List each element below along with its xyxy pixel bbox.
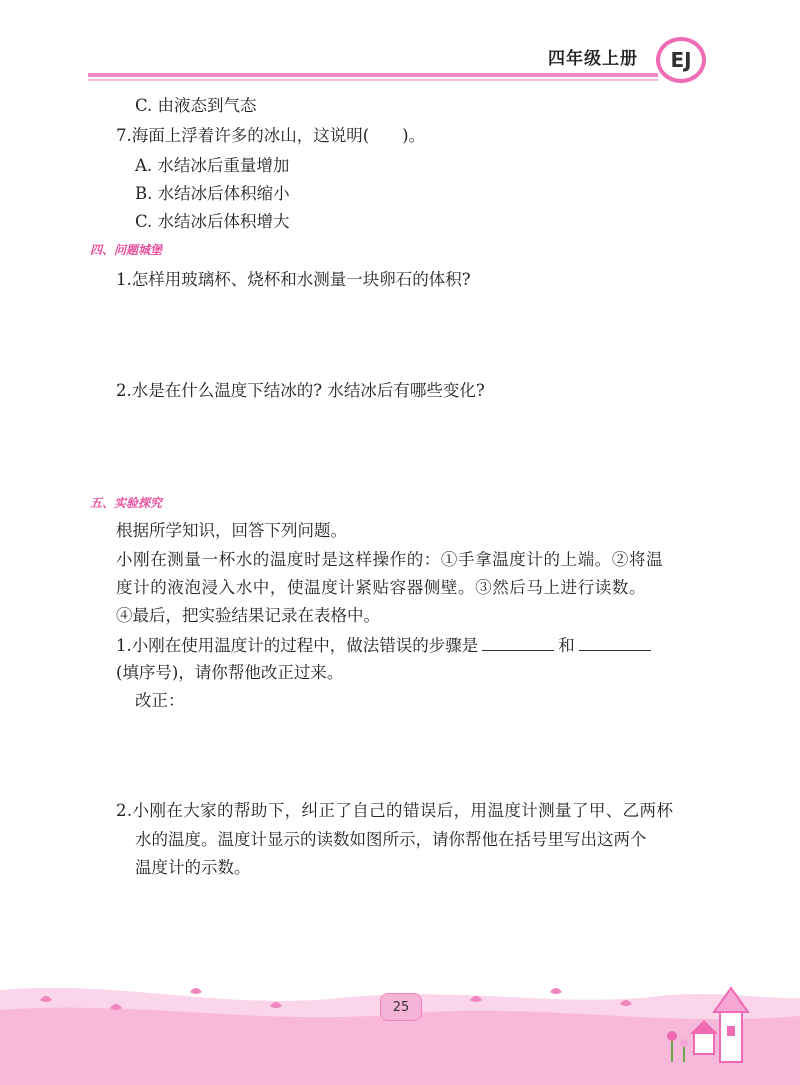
section4-q2: 2.水是在什么温度下结冰的? 水结冰后有哪些变化? (116, 381, 485, 400)
q7-option-b: B. 水结冰后体积缩小 (135, 184, 290, 203)
page-number: 25 (380, 993, 422, 1021)
section5-q1-line1 (116, 634, 655, 657)
answer-blank-2[interactable] (579, 634, 651, 651)
section5-q1-fix-label: 改正： (135, 691, 185, 710)
section4-title: 四、问题城堡 (90, 243, 163, 257)
q7-stem: 7.海面上浮着许多的冰山，这说明( )。 (116, 126, 426, 145)
q7-option-a: A. 水结冰后重量增加 (135, 156, 290, 175)
section5-para-line-3: ④最后，把实验结果记录在表格中。 (116, 606, 380, 625)
section5-q1-line2: (填序号)，请你帮他改正过来。 (116, 663, 344, 682)
section5-q2-line-1: 2.小刚在大家的帮助下，纠正了自己的错误后，用温度计测量了甲、乙两杯 (116, 801, 674, 820)
grade-label: 四年级上册 (548, 49, 638, 69)
q7-option-c: C. 水结冰后体积增大 (135, 212, 290, 231)
q6-option-c: C. 由液态到气态 (135, 96, 257, 115)
header-divider-thin (88, 79, 658, 81)
section5-para-line-2: 度计的液泡浸入水中，使温度计紧贴容器侧壁。③然后马上进行读数。 (116, 578, 647, 597)
footer-decoration (0, 970, 800, 1085)
answer-blank-1[interactable] (482, 634, 554, 651)
edition-badge: EJ (656, 37, 706, 83)
header-divider (88, 73, 658, 77)
section4-q1: 1.怎样用玻璃杯、烧杯和水测量一块卵石的体积? (116, 270, 471, 289)
section5-title: 五、实验探究 (90, 496, 163, 510)
section5-q2-line-3: 温度计的示数。 (135, 858, 251, 877)
section5-q2-line-2: 水的温度。温度计显示的读数如图所示，请你帮他在括号里写出这两个 (135, 830, 647, 849)
section5-q1-text-a: 1.小刚在使用温度计的过程中，做法错误的步骤是 (116, 636, 479, 655)
section5-q1-text-b: 和 (558, 636, 575, 655)
section5-para-line-1: 小刚在测量一杯水的温度时是这样操作的：①手拿温度计的上端。②将温 (116, 550, 664, 569)
section5-intro: 根据所学知识，回答下列问题。 (116, 521, 347, 540)
